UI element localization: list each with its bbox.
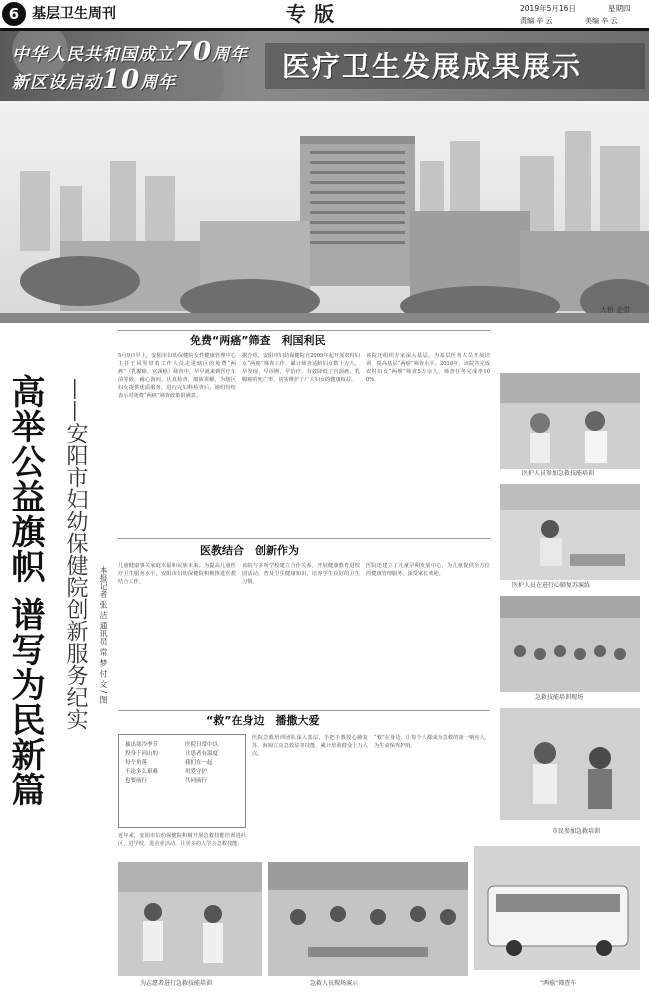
article-headline: 高举公益旗帜 谱写为民新篇	[5, 374, 45, 807]
poem-box	[118, 734, 246, 828]
photo-cpr-illustration	[500, 484, 640, 580]
banner-line-2-number: 10	[102, 65, 141, 95]
banner-line-1-b: 周年	[212, 45, 249, 65]
section-2-col-3: 医院还建立了儿童早期发展中心，为儿童提供全方位的健康管理服务，深受家长欢迎。	[366, 563, 490, 577]
panorama-illustration	[0, 101, 649, 323]
photo-screening-bus	[474, 846, 640, 970]
caption-1: 医护人员参加急救技能培训	[522, 470, 595, 477]
section-2-title: 医教结合 创新作为	[200, 544, 299, 557]
photo-training-scene	[500, 596, 640, 692]
issue-date: 2019年5月16日	[520, 4, 576, 13]
section-3-rule	[118, 710, 490, 711]
section-1-title: 免费“两癌”筛查 利国利民	[190, 334, 326, 347]
banner-line-2-a: 新区设启动	[12, 73, 102, 93]
section-3-col-3: “救”在身边，让每个人都成为急救的第一响应人，为生命保驾护航。	[374, 735, 490, 749]
banner-line-2	[12, 65, 177, 95]
caption-4: 市民参加急救培训	[552, 828, 601, 835]
photo-training	[500, 373, 640, 469]
photo-screening-bus-illustration	[474, 846, 640, 970]
section-2-col-1: 儿童健康事关家庭幸福和民族未来。为提高儿童医疗卫生服务水平，安阳市妇幼保健院积极推进医教结合工作。	[118, 563, 236, 585]
banner-line-2-b: 周年	[140, 73, 177, 93]
banner-title: 医疗卫生发展成果展示	[282, 50, 583, 83]
section-2-rule	[118, 538, 490, 539]
photo-demo-illustration	[268, 862, 468, 976]
banner-line-1-number: 70	[174, 37, 213, 67]
banner-line-1-a: 中华人民共和国成立	[12, 45, 174, 65]
photo-volunteers	[118, 862, 262, 976]
photo-training-illustration	[500, 373, 640, 469]
section-3-title: “救”在身边 播撒大爱	[206, 714, 320, 727]
section-label: 专版	[286, 2, 342, 26]
photo-volunteers-illustration	[118, 862, 262, 976]
poem-1: 抽出寒冷季节 投身于河山的 每个角落 不论多么艰难 也要前行	[125, 742, 159, 784]
section-3-col-2: 医院急救培训团队深入基层，手把手教授心肺复苏、海姆立克急救法等技能，累计培训群众上万人次。	[252, 735, 368, 757]
caption-5: “两癌”筛查车	[540, 980, 577, 987]
photo-citizens	[500, 708, 640, 820]
section-1-col-1: 5月9日早上，安阳市妇幼保健院女性健康管理中心主任王风琴带着工作人员走进辖区的免费“两癌”（乳腺癌、宫颈癌）筛查中，早早就来到医疗车前等候，耐心询问，认真检查，细致讲解，为辖区妇女提供优质服务。进行完妇科检查后，她们纷纷表示对免费“两癌”筛查政策很满意。	[118, 353, 236, 399]
photo-training-scene-illustration	[500, 596, 640, 692]
caption-2: 医护人员在进行心肺复苏演练	[512, 582, 591, 589]
photo-cpr	[500, 484, 640, 580]
banner-line-1	[12, 37, 249, 67]
editor-credit: 责编 辛 云	[520, 17, 553, 25]
designer-credit: 美编 辛 云	[585, 17, 618, 25]
article-byline: 本报记者 张 洁 通讯员 常 梦 付 文 / 图	[99, 566, 108, 704]
photo-citizens-illustration	[500, 708, 640, 820]
caption-7: 急救人员现场演示	[310, 980, 359, 987]
issue-weekday: 星期四	[608, 4, 631, 13]
section-1-rule	[118, 330, 490, 331]
paper-name: 基层卫生周刊	[32, 6, 116, 22]
photo-credit: 大桥 企带	[600, 306, 631, 314]
page-number-badge: 6	[2, 2, 26, 26]
article-subhead: ——安阳市妇幼保健院创新服务纪实	[63, 378, 88, 730]
caption-6: 为志愿者进行急救技能培训	[140, 980, 213, 987]
hospital-panorama-photo	[0, 101, 649, 323]
photo-demo	[268, 862, 468, 976]
section-2-col-2: 该院与多所学校建立合作关系，开展健康教育进校园活动，普及卫生健康知识，培养学生良好的卫生习惯。	[242, 563, 360, 585]
banner	[0, 31, 649, 101]
caption-3: 急救技能培训现场	[535, 694, 584, 701]
section-1-col-2: 据介绍，安阳市妇幼保健院自2009年起开展农村妇女“两癌”筛查工作，累计筛查适龄妇女数十万人，早发现、早诊断、早治疗，有效降低了宫颈癌、乳腺癌的死亡率，切实维护了广大妇女的健康权益。	[242, 353, 360, 383]
section-3-col-1: 近年来，安阳市妇幼保健院积极开展急救技能培训进社区、进学校、进企业活动，让更多的人学会急救技能。	[118, 833, 246, 847]
section-1-col-3: 该院还组织专家深入基层，为基层医务人员开展培训，提高基层“两癌”筛查水平。2018年，该院共完成农村妇女“两癌”筛查5万余人，筛查任务完成率100%。	[366, 353, 490, 383]
poem-2: 医院日常中以 让患者有温度 我们在一起 用爱守护 共同前行	[185, 742, 219, 784]
